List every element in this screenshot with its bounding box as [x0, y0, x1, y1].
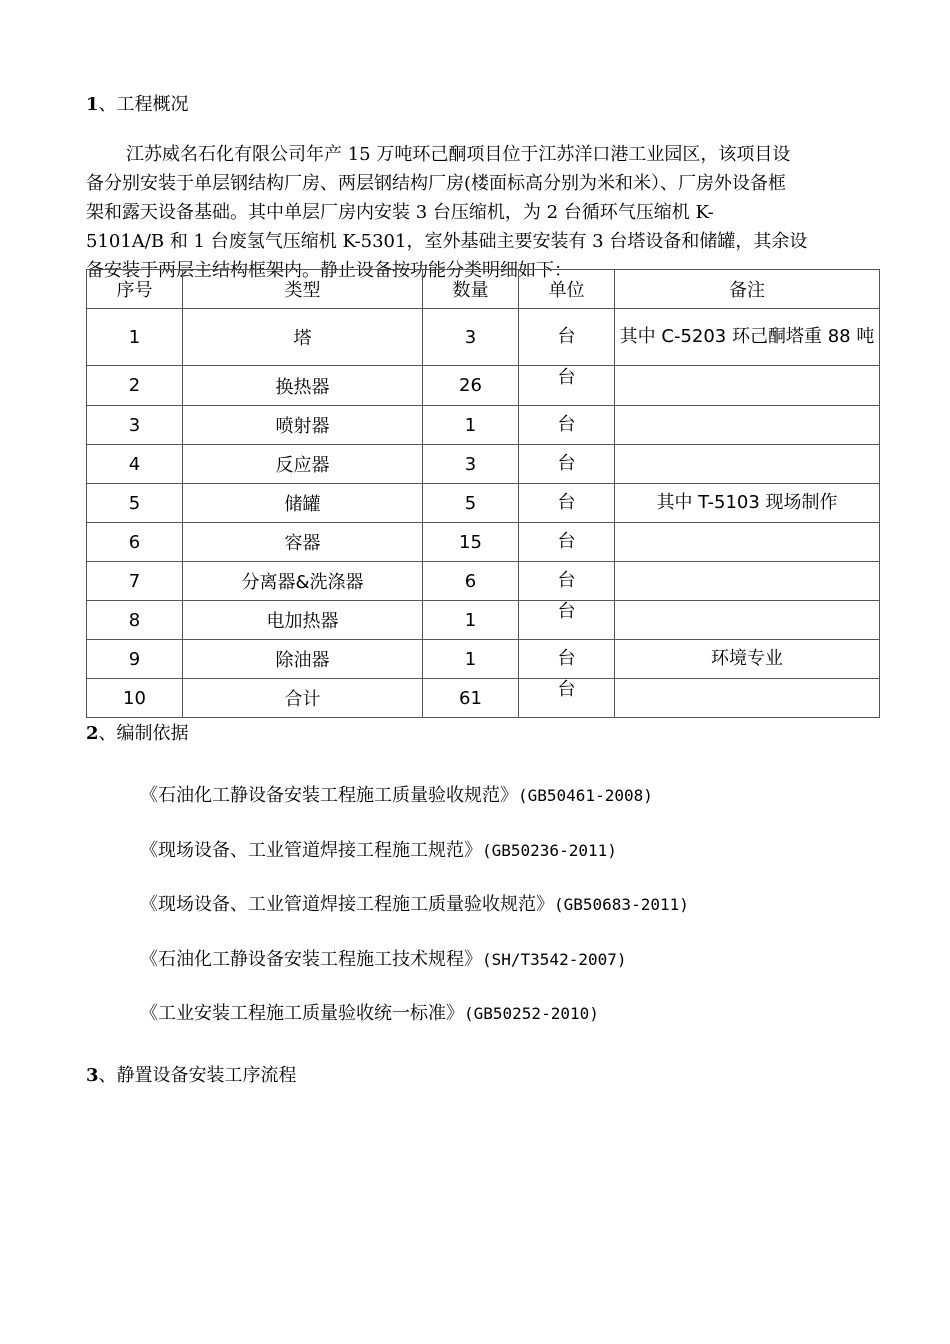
- table-row: 7 分离器&洗涤器 6 台: [87, 562, 880, 601]
- table-row: 6 容器 15 台: [87, 523, 880, 562]
- intro-line: 备分别安装于单层钢结构厂房、两层钢结构厂房(楼面标高分别为米和米）、厂房外设备框: [86, 173, 787, 194]
- table-row: 8 电加热器 1 台: [87, 601, 880, 640]
- header-type: 类型: [183, 270, 423, 309]
- section-heading-basis: 2、编制依据: [86, 723, 189, 744]
- standard-item: 《石油化工静设备安装工程施工技术规程》(SH/T3542-2007): [140, 949, 627, 970]
- intro-line: 备安装于两层主结构框架内。静止设备按功能分类明细如下：: [86, 260, 572, 281]
- intro-line: 架和露天设备基础。其中单层厂房内安装 3 台压缩机，为 2 台循环气压缩机 K-: [86, 202, 714, 223]
- intro-line: 江苏威名石化有限公司年产 15 万吨环己酮项目位于江苏洋口港工业园区，该项目设: [126, 144, 791, 165]
- standard-item: 《石油化工静设备安装工程施工质量验收规范》(GB50461-2008): [140, 785, 653, 806]
- header-qty: 数量: [423, 270, 519, 309]
- standard-item: 《现场设备、工业管道焊接工程施工质量验收规范》(GB50683-2011): [140, 894, 689, 915]
- table-row: 3 喷射器 1 台: [87, 406, 880, 445]
- table-row: 4 反应器 3 台: [87, 445, 880, 484]
- header-no: 序号: [87, 270, 183, 309]
- table-row: 1 塔 3 台 其中 C-5203 环己酮塔重 88 吨: [87, 309, 880, 366]
- section-heading-overview: 1、工程概况: [86, 94, 189, 115]
- intro-paragraph: [86, 140, 886, 285]
- table-row: 9 除油器 1 台 环境专业: [87, 640, 880, 679]
- table-row: 5 储罐 5 台 其中 T-5103 现场制作: [87, 484, 880, 523]
- standard-item: 《工业安装工程施工质量验收统一标准》(GB50252-2010): [140, 1003, 599, 1024]
- header-unit: 单位: [519, 270, 615, 309]
- equipment-table: [86, 269, 880, 718]
- standard-item: 《现场设备、工业管道焊接工程施工规范》(GB50236-2011): [140, 840, 617, 861]
- table-row-total: 10 合计 61 台: [87, 679, 880, 718]
- table-row: 2 换热器 26 台: [87, 366, 880, 406]
- section-heading-process: 3、静置设备安装工序流程: [86, 1065, 297, 1086]
- table-header-row: [87, 270, 880, 309]
- header-note: 备注: [615, 270, 880, 309]
- intro-line: 5101A/B 和 1 台废氢气压缩机 K-5301，室外基础主要安装有 3 台塔设备和储罐，其余设: [86, 231, 808, 252]
